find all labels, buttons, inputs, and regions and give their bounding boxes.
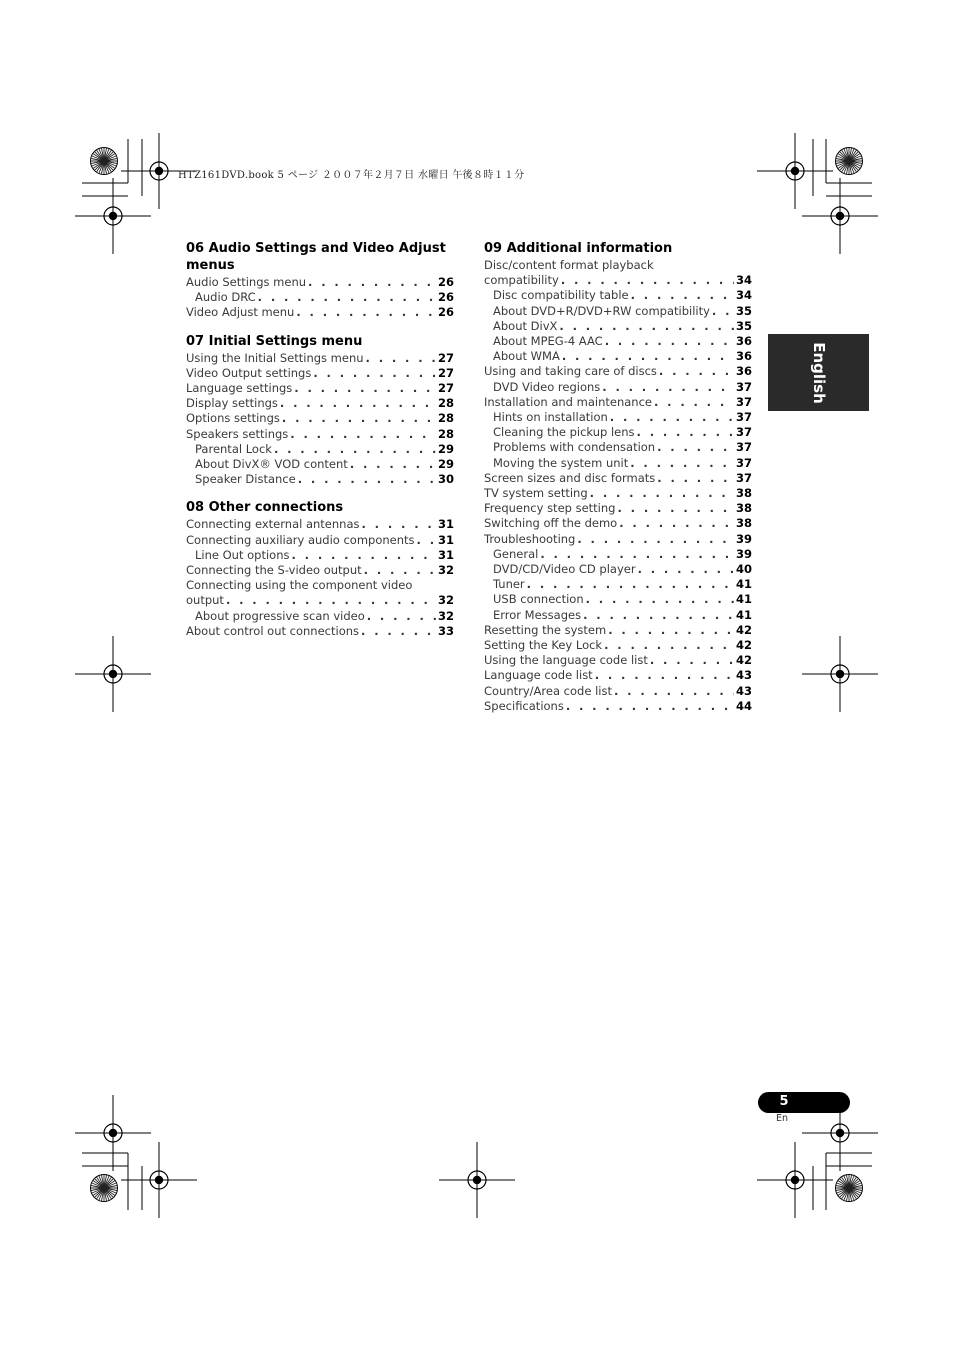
toc-entry-row xyxy=(186,533,454,548)
toc-entry[interactable] xyxy=(484,516,752,531)
toc-entry[interactable] xyxy=(484,471,752,486)
toc-entry-page: 37 xyxy=(735,394,752,409)
toc-entry-page: 37 xyxy=(735,470,752,485)
toc-entry-row xyxy=(484,364,752,379)
toc-entry[interactable] xyxy=(186,381,454,396)
dot-leader xyxy=(566,699,734,714)
dot-leader xyxy=(417,533,436,548)
dot-leader xyxy=(608,623,734,638)
toc-entry[interactable] xyxy=(186,290,454,305)
dot-leader xyxy=(595,668,734,683)
toc-entry[interactable] xyxy=(484,395,752,410)
language-tab-label: English xyxy=(809,341,828,404)
toc-entry-page: 37 xyxy=(735,440,752,455)
toc-entry-label: Screen sizes and disc formats xyxy=(484,470,656,485)
dot-leader xyxy=(226,593,436,608)
toc-entry-row xyxy=(484,684,752,699)
toc-entry-row xyxy=(484,349,752,364)
toc-entry-row xyxy=(484,653,752,668)
toc-entry[interactable] xyxy=(186,578,454,608)
toc-entry-row xyxy=(484,547,752,562)
toc-entry-row xyxy=(186,517,454,532)
toc-entry-row xyxy=(484,456,752,471)
toc-entry-label: Display settings xyxy=(186,396,278,411)
toc-entry-label: Switching off the demo xyxy=(484,516,618,531)
toc-entry-page: 32 xyxy=(437,563,454,578)
toc-entry-label: Options settings xyxy=(186,411,280,426)
toc-entry-row xyxy=(186,548,454,563)
dot-leader xyxy=(296,305,436,320)
section-title: 08 Other connections xyxy=(186,500,344,516)
toc-entry[interactable] xyxy=(186,563,454,578)
toc-section xyxy=(186,240,454,321)
dot-leader xyxy=(631,288,734,303)
toc-entry-label: Error Messages xyxy=(493,607,582,622)
toc-entry-label: Troubleshooting xyxy=(484,531,576,546)
dot-leader xyxy=(274,442,436,457)
toc-entry-label: Moving the system unit xyxy=(493,455,629,470)
dot-leader xyxy=(559,319,734,334)
toc-entry-page: 39 xyxy=(735,531,752,546)
toc-entry-label: Resetting the system xyxy=(484,622,607,637)
toc-entry-label: Line Out options xyxy=(195,547,290,562)
dot-leader xyxy=(298,472,436,487)
toc-entry-label: General xyxy=(493,546,539,561)
toc-entry-page: 32 xyxy=(437,608,454,623)
toc-entry[interactable] xyxy=(484,699,752,714)
toc-entry-row xyxy=(484,288,752,303)
toc-entry-page: 28 xyxy=(437,396,454,411)
toc-entry[interactable] xyxy=(186,533,454,548)
toc-entry-row xyxy=(484,592,752,607)
toc-entry[interactable] xyxy=(484,380,752,395)
dot-leader xyxy=(630,456,734,471)
toc-entry-row xyxy=(484,440,752,455)
toc-entry-row xyxy=(186,624,454,639)
toc-entry-page: 35 xyxy=(735,303,752,318)
toc-entry-label: Frequency step setting xyxy=(484,501,616,516)
dot-leader xyxy=(654,395,734,410)
toc-entry-page: 38 xyxy=(735,501,752,516)
toc-entry[interactable] xyxy=(484,456,752,471)
toc-entry-label: About DVD+R/DVD+RW compatibility xyxy=(493,303,710,318)
toc-entry-label: About control out connections xyxy=(186,623,360,638)
toc-entry-label: Audio Settings menu xyxy=(186,275,307,289)
dot-leader xyxy=(313,366,436,381)
toc-entry[interactable] xyxy=(186,457,454,472)
dot-leader xyxy=(617,501,734,516)
dot-leader xyxy=(527,577,734,592)
toc-entry-label: Country/Area code list xyxy=(484,683,612,698)
toc-entry[interactable] xyxy=(484,547,752,562)
dot-leader xyxy=(561,273,734,288)
toc-entry-label: DVD/CD/Video CD player xyxy=(493,562,636,577)
toc-entry-page: 37 xyxy=(735,455,752,470)
toc-entry-label: Problems with condensation xyxy=(493,440,656,455)
toc-entry-page: 34 xyxy=(735,288,752,303)
dot-leader xyxy=(605,334,734,349)
toc-entry-label: Speakers settings xyxy=(186,426,289,441)
toc-entry-row xyxy=(186,472,454,487)
toc-entry-row xyxy=(484,516,752,531)
toc-entry[interactable] xyxy=(484,562,752,577)
toc-entry-label: Specifications xyxy=(484,698,564,713)
toc-entry-page: 41 xyxy=(735,607,752,622)
dot-leader xyxy=(638,562,734,577)
toc-entry-row xyxy=(484,425,752,440)
toc-entry-page: 38 xyxy=(735,486,752,501)
toc-entry-row xyxy=(186,593,454,608)
toc-entry[interactable] xyxy=(484,623,752,638)
toc-entry-label-line: Connecting using the component video xyxy=(186,578,413,593)
dot-leader xyxy=(290,427,436,442)
toc-entry-page: 27 xyxy=(437,350,454,365)
toc-entry-page: 35 xyxy=(735,318,752,333)
toc-entry[interactable] xyxy=(186,548,454,563)
dot-leader xyxy=(364,563,436,578)
toc-entry-row xyxy=(484,608,752,623)
dot-leader xyxy=(280,396,436,411)
toc-entry-page: 38 xyxy=(735,516,752,531)
toc-entry-page: 28 xyxy=(437,426,454,441)
toc-entry-label: Language settings xyxy=(186,381,293,396)
toc-entry[interactable] xyxy=(186,624,454,639)
toc-entry-page: 41 xyxy=(735,577,752,592)
toc-entry-label: Language code list xyxy=(484,668,593,683)
toc-entry[interactable] xyxy=(484,349,752,364)
toc-entry-row xyxy=(484,638,752,653)
toc-entry[interactable] xyxy=(484,638,752,653)
toc-entry-page: 42 xyxy=(735,622,752,637)
toc-right-column xyxy=(484,240,752,726)
toc-entry-row xyxy=(484,486,752,501)
toc-entry-page: 41 xyxy=(735,592,752,607)
toc-entry[interactable] xyxy=(186,351,454,366)
toc-entry-row xyxy=(186,305,454,320)
toc-entry-page: 42 xyxy=(735,638,752,653)
toc-entry-row xyxy=(186,427,454,442)
toc-entry-row xyxy=(484,273,752,288)
toc-entry-page: 26 xyxy=(437,305,454,320)
dot-leader xyxy=(583,608,734,623)
page-language-code: En xyxy=(775,1113,789,1124)
toc-entry-label: About DivX xyxy=(493,318,558,333)
toc-entry[interactable] xyxy=(484,319,752,334)
toc-entry-label: About progressive scan video xyxy=(195,608,365,623)
toc-entry[interactable] xyxy=(484,608,752,623)
toc-entry[interactable] xyxy=(484,425,752,440)
toc-entry[interactable] xyxy=(186,396,454,411)
toc-entry-page: 30 xyxy=(437,472,454,487)
toc-entry[interactable] xyxy=(484,653,752,668)
toc-entry-label: About DivX® VOD content xyxy=(195,457,348,472)
toc-entry-page: 37 xyxy=(735,379,752,394)
dot-leader xyxy=(362,517,436,532)
toc-entry-label: Installation and maintenance xyxy=(484,394,652,409)
toc-entry-label: output xyxy=(186,593,224,608)
dot-leader xyxy=(614,684,734,699)
toc-entry-row xyxy=(484,380,752,395)
toc-entry-label: Audio DRC xyxy=(195,290,256,305)
toc-entry-row xyxy=(186,442,454,457)
toc-entry[interactable] xyxy=(186,442,454,457)
dot-leader xyxy=(308,275,436,290)
toc-entry-label: Speaker Distance xyxy=(195,472,296,487)
toc-left-column xyxy=(186,240,454,651)
toc-entry-page: 43 xyxy=(735,668,752,683)
toc-entry-page: 39 xyxy=(735,546,752,561)
toc-entry-row xyxy=(186,609,454,624)
toc-entry-label: Video Adjust menu xyxy=(186,305,295,320)
toc-entry-row xyxy=(484,699,752,714)
toc-entry-row xyxy=(186,275,454,290)
dot-leader xyxy=(258,290,436,305)
dot-leader xyxy=(291,548,436,563)
toc-entry-label: USB connection xyxy=(493,592,584,607)
toc-entry-label: Using the language code list xyxy=(484,653,648,668)
toc-entry[interactable] xyxy=(186,427,454,442)
toc-entry[interactable] xyxy=(186,609,454,624)
dot-leader xyxy=(619,516,734,531)
toc-entry-row xyxy=(484,501,752,516)
toc-entry-label: Tuner xyxy=(493,577,525,592)
toc-entry-label: Video Output settings xyxy=(186,365,312,380)
dot-leader xyxy=(282,411,436,426)
toc-entry-label: TV system setting xyxy=(484,486,588,501)
toc-entry-page: 28 xyxy=(437,411,454,426)
toc-entry[interactable] xyxy=(484,334,752,349)
toc-entry-row xyxy=(484,334,752,349)
toc-entry-page: 36 xyxy=(735,349,752,364)
toc-entry-row xyxy=(484,532,752,547)
dot-leader xyxy=(657,440,734,455)
dot-leader xyxy=(367,609,436,624)
toc-entry[interactable] xyxy=(484,486,752,501)
toc-entry[interactable] xyxy=(484,288,752,303)
toc-entry[interactable] xyxy=(484,258,752,288)
toc-entry[interactable] xyxy=(484,410,752,425)
toc-entry[interactable] xyxy=(186,305,454,320)
dot-leader xyxy=(350,457,436,472)
toc-entry-page: 33 xyxy=(437,623,454,638)
toc-entry-row xyxy=(186,351,454,366)
toc-entry-page: 34 xyxy=(735,273,752,288)
toc-entry-label: Cleaning the pickup lens xyxy=(493,425,635,440)
dot-leader xyxy=(577,532,734,547)
toc-entry-label: Using the Initial Settings menu xyxy=(186,350,364,365)
toc-entry-row xyxy=(484,623,752,638)
toc-entry-row xyxy=(484,577,752,592)
dot-leader xyxy=(562,349,734,364)
toc-entry-row xyxy=(484,668,752,683)
toc-entry-row xyxy=(484,304,752,319)
toc-entry-page: 31 xyxy=(437,517,454,532)
toc-entry-page: 42 xyxy=(735,653,752,668)
toc-entry-label: About WMA xyxy=(493,349,560,364)
dot-leader xyxy=(659,364,734,379)
toc-entry[interactable] xyxy=(186,366,454,381)
toc-entry-page: 27 xyxy=(437,381,454,396)
toc-entry-row xyxy=(186,366,454,381)
language-tab xyxy=(768,334,869,411)
toc-entry-row xyxy=(484,395,752,410)
dot-leader xyxy=(602,380,734,395)
toc-entry-row xyxy=(484,319,752,334)
toc-entry-page: 31 xyxy=(437,532,454,547)
toc-entry-label: DVD Video regions xyxy=(493,379,601,394)
toc-entry-page: 43 xyxy=(735,683,752,698)
toc-entry-label: Disc compatibility table xyxy=(493,288,629,303)
dot-leader xyxy=(540,547,734,562)
toc-entry-page: 44 xyxy=(735,698,752,713)
toc-entry-page: 36 xyxy=(735,334,752,349)
toc-entry-page: 29 xyxy=(437,441,454,456)
toc-entry-row xyxy=(186,411,454,426)
toc-entry-page: 37 xyxy=(735,425,752,440)
toc-entry-row xyxy=(484,562,752,577)
toc-entry-label: Connecting external antennas xyxy=(186,517,360,532)
toc-entry-row xyxy=(484,471,752,486)
toc-entry-label-line: Disc/content format playback xyxy=(484,258,654,272)
dot-leader xyxy=(657,471,734,486)
toc-entry[interactable] xyxy=(186,517,454,532)
toc-entry-row xyxy=(186,396,454,411)
section-title: 07 Initial Settings menu xyxy=(186,333,363,349)
dot-leader xyxy=(610,410,734,425)
toc-entry[interactable] xyxy=(484,364,752,379)
toc-entry-page: 29 xyxy=(437,457,454,472)
toc-section xyxy=(186,499,454,639)
section-title: 09 Additional information xyxy=(484,241,673,256)
toc-entry[interactable] xyxy=(484,501,752,516)
toc-entry-label: compatibility xyxy=(484,273,559,288)
toc-entry-page: 40 xyxy=(735,562,752,577)
toc-entry-page: 37 xyxy=(735,410,752,425)
dot-leader xyxy=(586,592,734,607)
toc-entry-row xyxy=(186,381,454,396)
dot-leader xyxy=(590,486,734,501)
toc-entry-row xyxy=(186,457,454,472)
dot-leader xyxy=(712,304,734,319)
dot-leader xyxy=(604,638,734,653)
toc-entry[interactable] xyxy=(186,472,454,487)
toc-entry[interactable] xyxy=(484,304,752,319)
toc-entry-row xyxy=(484,410,752,425)
toc-entry[interactable] xyxy=(186,275,454,290)
toc-entry-page: 26 xyxy=(437,275,454,289)
page-number: 5 xyxy=(779,1094,789,1109)
toc-entry-label: Using and taking care of discs xyxy=(484,364,657,379)
toc-entry-row xyxy=(186,563,454,578)
toc-entry-label: Setting the Key Lock xyxy=(484,638,603,653)
dot-leader xyxy=(361,624,436,639)
toc-entry-page: 26 xyxy=(437,290,454,305)
print-header: HTZ161DVD.book 5 ページ ２００７年２月７日 水曜日 午後８時１１分 xyxy=(178,170,525,181)
toc-entry-page: 31 xyxy=(437,547,454,562)
toc-entry-label: Hints on installation xyxy=(493,410,608,425)
toc-entry-label: About MPEG-4 AAC xyxy=(493,334,603,349)
toc-entry-page: 32 xyxy=(437,593,454,608)
toc-entry[interactable] xyxy=(186,411,454,426)
toc-section xyxy=(484,240,752,714)
dot-leader xyxy=(637,425,734,440)
toc-entry[interactable] xyxy=(484,577,752,592)
toc-entry-label: Connecting the S-video output xyxy=(186,563,362,578)
toc-entry-label: Parental Lock xyxy=(195,441,272,456)
toc-entry-row xyxy=(186,290,454,305)
toc-entry[interactable] xyxy=(484,440,752,455)
dot-leader xyxy=(650,653,734,668)
toc-entry[interactable] xyxy=(484,684,752,699)
toc-entry[interactable] xyxy=(484,668,752,683)
toc-entry[interactable] xyxy=(484,592,752,607)
toc-entry-page: 36 xyxy=(735,364,752,379)
section-title: 06 Audio Settings and Video Adjust menus xyxy=(186,241,446,273)
dot-leader xyxy=(294,381,436,396)
toc-entry-label: Connecting auxiliary audio components xyxy=(186,532,415,547)
toc-section xyxy=(186,333,454,488)
toc-entry[interactable] xyxy=(484,532,752,547)
toc-entry-page: 27 xyxy=(437,365,454,380)
dot-leader xyxy=(366,351,436,366)
